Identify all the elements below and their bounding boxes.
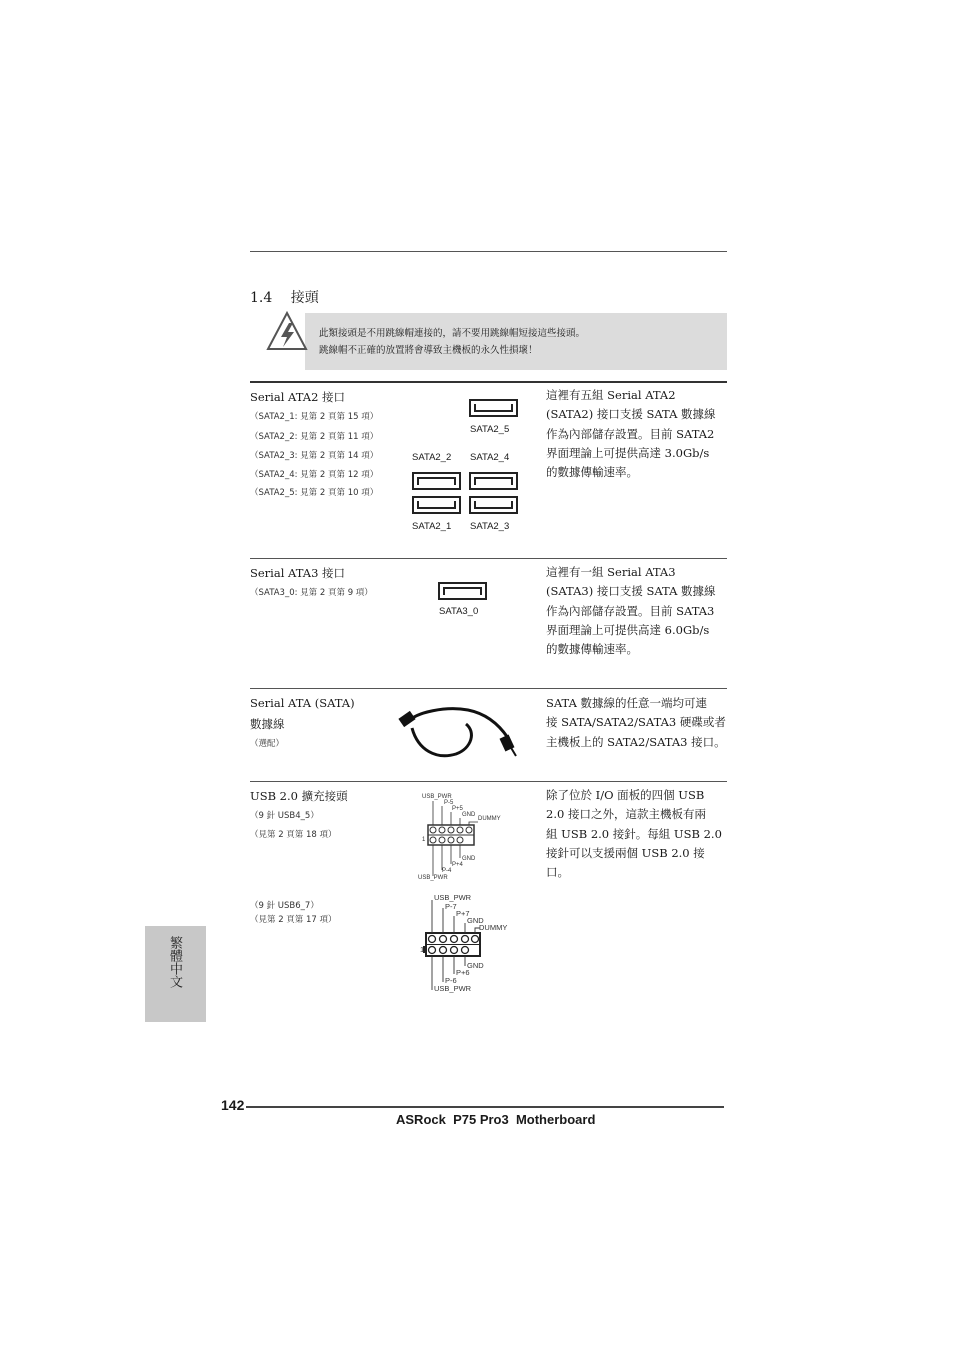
cable-description: SATA 數據線的任意一端均可連 接 SATA/SATA2/SATA3 硬碟或者 主機板上的 SATA2/SATA3 接口。 [546, 696, 726, 749]
sata3-rule [250, 558, 727, 559]
usb6-7-header-graphic [420, 890, 540, 998]
usb4-5-p-4: P-4 [442, 868, 452, 874]
sata2-2-connector [412, 472, 461, 490]
sata2-ref-3: （SATA2_3: 見第 2 頁第 14 項） [250, 451, 379, 461]
cable-ref: （選配） [250, 739, 285, 749]
sata2-ref-5: （SATA2_5: 見第 2 頁第 10 項） [250, 488, 379, 498]
sata2-title: Serial ATA2 接口 [250, 390, 346, 404]
usb6-7-p-7: P-7 [445, 902, 457, 911]
usb4-5-usb-pwr-bottom: USB_PWR [418, 875, 448, 881]
sata2-1-connector [412, 496, 461, 514]
usb6-7-p+7: P+7 [456, 909, 470, 918]
sata3-description: 這裡有一組 Serial ATA3 (SATA3) 接口支援 SATA 數據線 作為內部儲存設置。目前 SATA3 界面理論上可提供高達 6.0Gb/s 的數據傳輸速率。 [546, 565, 716, 657]
usb-title: USB 2.0 擴充接頭 [250, 789, 348, 803]
sata2-3-label: SATA2_3 [470, 521, 510, 532]
usb4-5-header-graphic [418, 792, 538, 887]
sata2-ref-2: （SATA2_2: 見第 2 頁第 11 項） [250, 432, 379, 442]
sata2-5-connector [469, 399, 518, 417]
usb4-5-usb-pwr-top: USB_PWR [422, 794, 452, 800]
usb6-7-pin-1: 1 [420, 945, 425, 954]
footer-product: ASRock P75 Pro3 Motherboard [396, 1112, 596, 1127]
usb6-7-usb-pwr-top: USB_PWR [434, 893, 472, 902]
usb6-7-p-6: P-6 [445, 976, 457, 985]
usb4-5-dummy: DUMMY [478, 816, 501, 822]
sata3-title: Serial ATA3 接口 [250, 566, 346, 580]
usb6-7-dummy: DUMMY [479, 923, 508, 932]
section-heading [250, 287, 319, 307]
usb4-5-p-5: P-5 [444, 800, 454, 806]
sata3-0-connector [438, 582, 487, 600]
section-number: 1.4 [250, 290, 273, 306]
warning-line-2: 跳線帽不正確的放置將會導致主機板的永久性損壞！ [319, 345, 538, 356]
footer-rule [246, 1106, 724, 1108]
usb-ref-1b: （見第 2 頁第 18 項） [250, 830, 337, 840]
usb6-7-gnd-top: GND [467, 916, 484, 925]
sata2-3-connector [469, 496, 518, 514]
page-number: 142 [221, 1097, 245, 1113]
warning-line-1: 此類接頭是不用跳線帽連接的，請不要用跳線帽短接這些接頭。 [319, 328, 586, 339]
sata2-1-label: SATA2_1 [412, 521, 452, 532]
language-tab-label: 繁體中文 [167, 936, 182, 988]
usb4-5-gnd-bottom: GND [462, 856, 476, 862]
top-rule [250, 251, 727, 252]
sata2-description: 這裡有五組 Serial ATA2 (SATA2) 接口支援 SATA 數據線 作為內部儲存設置。目前 SATA2 界面理論上可提供高達 3.0Gb/s 的數據傳輸速率。 [546, 388, 716, 480]
sata2-4-label: SATA2_4 [470, 452, 510, 463]
usb4-5-p+5: P+5 [452, 806, 463, 812]
sata2-4-connector [469, 472, 518, 490]
sata-cable-illustration [396, 702, 522, 764]
usb6-7-usb-pwr-bottom: USB_PWR [434, 984, 472, 993]
usb6-7-gnd-bottom: GND [467, 961, 484, 970]
warning-icon [266, 311, 308, 353]
cable-rule [250, 688, 727, 689]
usb4-5-pin-1: 1 [422, 837, 426, 843]
language-tab [145, 926, 206, 1022]
sata2-ref-1: （SATA2_1: 見第 2 頁第 15 項） [250, 412, 379, 422]
sata2-ref-4: （SATA2_4: 見第 2 頁第 12 項） [250, 470, 379, 480]
usb6-7-p+6: P+6 [456, 968, 470, 977]
sata2-5-label: SATA2_5 [470, 424, 510, 435]
usb4-5-gnd-top: GND [462, 812, 476, 818]
cable-title-1: Serial ATA (SATA) [250, 696, 355, 710]
cable-title-2: 數據線 [250, 717, 285, 731]
sata2-2-label: SATA2_2 [412, 452, 452, 463]
usb-ref-2a: （9 針 USB6_7） [250, 901, 319, 911]
usb4-5-pin-diagram [418, 792, 538, 887]
usb-rule [250, 781, 727, 782]
usb-ref-1a: （9 針 USB4_5） [250, 811, 319, 821]
usb-ref-2b: （見第 2 頁第 17 項） [250, 915, 337, 925]
sata3-0-label: SATA3_0 [439, 606, 479, 617]
sata2-rule [250, 381, 727, 383]
section-title: 接頭 [290, 290, 319, 306]
usb4-5-p+4: P+4 [452, 862, 463, 868]
usb-description: 除了位於 I/O 面板的四個 USB 2.0 接口之外，這款主機板有兩 組 USB 2.0 接針。每組 USB 2.0 接針可以支援兩個 USB 2.0 接 口。 [546, 788, 722, 880]
sata3-ref: （SATA3_0: 見第 2 頁第 9 項） [250, 588, 373, 598]
usb6-7-pin-diagram [420, 890, 540, 998]
